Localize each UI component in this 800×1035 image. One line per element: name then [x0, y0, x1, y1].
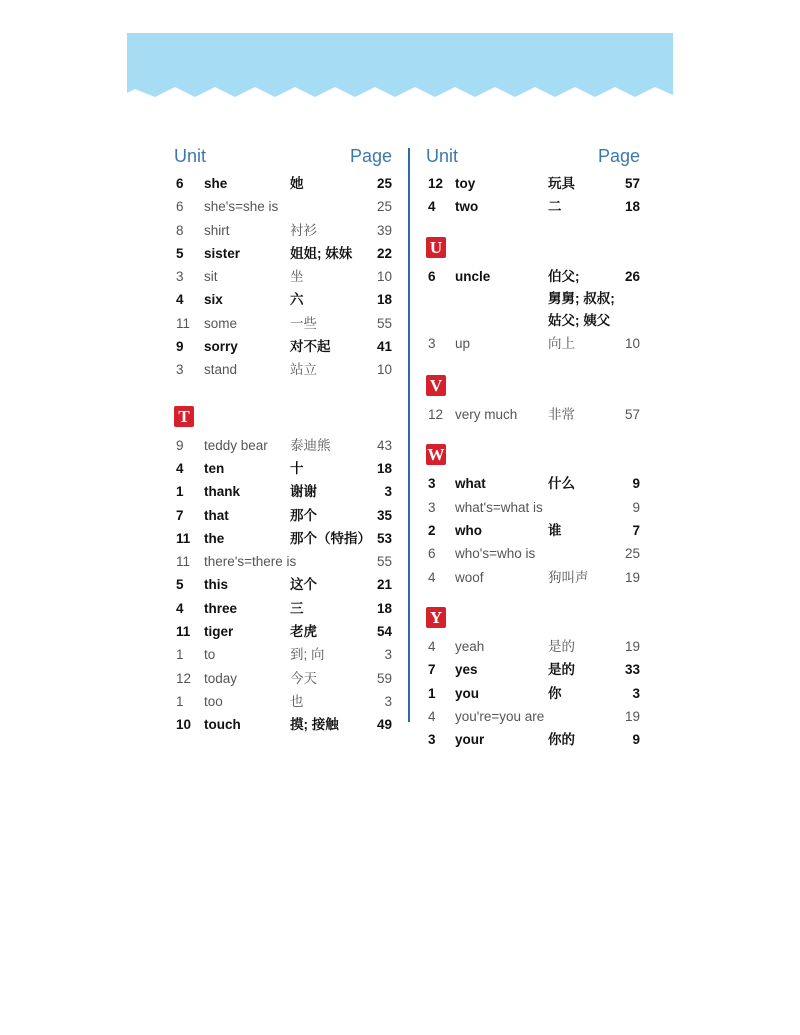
word-row — [174, 358, 392, 381]
unit-number: 3 — [428, 732, 436, 748]
word-row — [426, 705, 640, 728]
page-number: 10 — [376, 269, 392, 285]
unit-number: 11 — [176, 554, 191, 570]
page-header: Page — [597, 146, 640, 166]
word-chinese: 衬衫 — [290, 222, 317, 238]
word-chinese: 那个 — [290, 507, 317, 523]
unit-number: 11 — [176, 530, 191, 546]
word-chinese: 今天 — [290, 670, 317, 686]
unit-number: 9 — [176, 437, 184, 453]
word-english: touch — [204, 717, 241, 733]
word-list-v — [426, 403, 640, 426]
page-number: 18 — [376, 600, 392, 616]
word-english: that — [204, 507, 229, 523]
unit-number: 3 — [428, 335, 436, 351]
word-row — [174, 573, 392, 596]
page-number: 57 — [624, 407, 640, 423]
word-chinese: 姐姐; 妹妹 — [290, 245, 353, 261]
word-english: what's=what is — [455, 499, 543, 515]
word-english: to — [204, 647, 216, 663]
word-english: there's=there is — [204, 554, 297, 570]
word-chinese: 狗叫声 — [548, 569, 589, 585]
letter-heading-u — [426, 236, 640, 261]
page-number: 19 — [624, 569, 640, 585]
page-number: 55 — [376, 554, 392, 570]
word-row — [426, 332, 640, 355]
column-header — [174, 142, 392, 172]
word-chinese: 六 — [290, 292, 304, 308]
word-chinese: 你的 — [548, 732, 575, 748]
word-row — [426, 172, 640, 195]
word-row — [426, 496, 640, 519]
word-english: stand — [204, 362, 238, 378]
word-chinese: 非常 — [548, 407, 575, 423]
page-number: 22 — [376, 245, 392, 261]
word-english: too — [204, 693, 223, 709]
page-number: 35 — [376, 507, 392, 523]
page-number: 25 — [376, 176, 392, 191]
word-english: shirt — [204, 222, 230, 238]
unit-number: 12 — [428, 176, 444, 191]
word-english: two — [455, 199, 479, 215]
word-chinese: 谢谢 — [290, 484, 317, 500]
page-number: 54 — [376, 624, 392, 640]
page-number: 7 — [632, 523, 640, 539]
word-row — [426, 195, 640, 218]
letter-badge: V — [426, 375, 446, 396]
word-english: woof — [455, 569, 484, 585]
word-chinese: 三 — [290, 600, 304, 616]
unit-number: 4 — [428, 708, 436, 724]
left-column — [174, 142, 392, 737]
word-row — [174, 312, 392, 335]
word-row — [174, 434, 392, 457]
word-row — [174, 504, 392, 527]
page-number: 19 — [624, 708, 640, 724]
word-row — [426, 682, 640, 705]
word-english: who's=who is — [455, 546, 536, 562]
word-row — [174, 195, 392, 218]
page-number: 41 — [376, 339, 392, 355]
word-chinese: 也 — [290, 693, 304, 709]
word-row — [174, 597, 392, 620]
unit-number: 1 — [176, 484, 184, 500]
word-english: thank — [204, 484, 241, 500]
word-english: she — [204, 176, 228, 191]
letter-badge: Y — [426, 607, 446, 628]
word-chinese: 老虎 — [290, 624, 317, 640]
word-chinese: 十 — [290, 460, 304, 476]
page-number: 10 — [376, 362, 392, 378]
page-number: 3 — [384, 647, 392, 663]
word-chinese-continued: 舅舅; 叔叔; — [548, 290, 615, 306]
page-number: 25 — [376, 199, 392, 215]
word-row — [174, 480, 392, 503]
page-number: 3 — [632, 685, 640, 701]
unit-header: Unit — [426, 146, 459, 166]
word-english: toy — [455, 176, 476, 191]
word-chinese: 一些 — [290, 315, 317, 331]
page-number: 3 — [384, 484, 392, 500]
unit-number: 9 — [176, 339, 184, 355]
header-banner — [127, 33, 673, 105]
word-list-s — [174, 172, 392, 382]
word-row — [426, 403, 640, 426]
page-number: 18 — [376, 460, 392, 476]
word-chinese: 伯父; — [548, 268, 580, 284]
word-row — [174, 219, 392, 242]
unit-number: 10 — [176, 717, 192, 733]
page-number: 9 — [632, 499, 640, 515]
unit-number: 1 — [176, 647, 184, 663]
wave-banner-graphic — [127, 33, 673, 105]
word-row — [174, 457, 392, 480]
letter-heading-w — [426, 443, 640, 468]
unit-number: 6 — [428, 546, 436, 562]
word-row — [426, 519, 640, 542]
word-chinese: 你 — [548, 685, 562, 701]
page-number: 59 — [376, 670, 392, 686]
unit-number: 5 — [176, 245, 184, 261]
page-number: 57 — [624, 176, 640, 191]
unit-number: 4 — [176, 460, 184, 476]
unit-number: 6 — [428, 268, 436, 284]
word-chinese: 她 — [290, 176, 304, 191]
word-english: tiger — [204, 624, 234, 640]
word-row — [426, 728, 640, 751]
page-number: 18 — [376, 292, 392, 308]
word-chinese: 这个 — [290, 577, 317, 593]
word-row — [426, 542, 640, 565]
unit-number: 4 — [428, 638, 436, 654]
page-number: 53 — [376, 530, 392, 546]
word-list-y — [426, 635, 640, 751]
word-english: some — [204, 315, 238, 331]
word-english: your — [455, 732, 485, 748]
word-english: very much — [455, 407, 518, 423]
word-english: this — [204, 577, 229, 593]
unit-number: 4 — [428, 199, 436, 215]
unit-number: 12 — [428, 407, 444, 423]
word-english: who — [455, 523, 482, 539]
unit-number: 6 — [176, 199, 184, 215]
letter-heading-v — [426, 374, 640, 399]
word-row — [426, 472, 640, 495]
unit-number: 6 — [176, 176, 184, 191]
word-chinese: 坐 — [290, 269, 304, 285]
word-row — [174, 265, 392, 288]
word-chinese: 什么 — [548, 476, 575, 492]
unit-number: 11 — [176, 315, 191, 331]
word-english: she's=she is — [204, 199, 279, 215]
unit-header: Unit — [174, 146, 207, 166]
page-number: 18 — [624, 199, 640, 215]
unit-number: 12 — [176, 670, 192, 686]
page-number: 43 — [376, 437, 392, 453]
word-chinese: 泰迪熊 — [290, 437, 331, 453]
word-row — [174, 527, 392, 550]
unit-number: 3 — [428, 476, 436, 492]
word-english: the — [204, 530, 225, 546]
unit-number: 8 — [176, 222, 184, 238]
word-english: ten — [204, 460, 225, 476]
unit-number: 11 — [176, 624, 191, 640]
unit-number: 3 — [176, 362, 184, 378]
word-row — [426, 566, 640, 589]
word-chinese: 玩具 — [548, 176, 575, 191]
word-chinese-continued: 姑父; 姨父 — [548, 312, 611, 328]
word-english: today — [204, 670, 238, 686]
unit-number: 5 — [176, 577, 184, 593]
word-row — [174, 242, 392, 265]
word-english: six — [204, 292, 223, 308]
unit-number: 4 — [176, 600, 184, 616]
word-row — [174, 667, 392, 690]
word-chinese: 二 — [548, 199, 562, 215]
word-english: sorry — [204, 339, 238, 355]
word-row — [174, 713, 392, 736]
page-number: 49 — [376, 717, 392, 733]
word-row — [426, 265, 640, 288]
page-number: 39 — [376, 222, 392, 238]
word-list-u — [426, 332, 640, 355]
word-chinese: 向上 — [548, 335, 575, 351]
word-chinese: 是的 — [548, 638, 575, 654]
unit-number: 4 — [428, 569, 436, 585]
word-chinese: 谁 — [548, 523, 562, 539]
page-number: 21 — [376, 577, 392, 593]
letter-heading-y — [426, 606, 640, 631]
unit-number: 2 — [428, 523, 436, 539]
unit-number: 3 — [428, 499, 436, 515]
word-english: you're=you are — [455, 708, 545, 724]
page-number: 19 — [624, 638, 640, 654]
unit-number: 3 — [176, 269, 184, 285]
word-english: sister — [204, 245, 241, 261]
page-number: 9 — [632, 476, 640, 492]
unit-number: 7 — [428, 662, 436, 678]
word-row — [426, 658, 640, 681]
word-english: teddy bear — [204, 437, 268, 453]
word-chinese: 摸; 接触 — [290, 717, 339, 733]
word-english: up — [455, 335, 471, 351]
page-number: 25 — [624, 546, 640, 562]
word-row — [174, 620, 392, 643]
page-number: 3 — [384, 693, 392, 709]
word-row — [174, 335, 392, 358]
unit-number: 7 — [176, 507, 184, 523]
word-english: three — [204, 600, 238, 616]
right-column — [426, 142, 640, 751]
unit-number: 1 — [176, 693, 184, 709]
word-chinese: 对不起 — [290, 339, 331, 355]
letter-badge: W — [427, 445, 445, 465]
word-chinese: 站立 — [290, 362, 317, 378]
page-number: 26 — [624, 268, 640, 284]
word-chinese: 到; 向 — [290, 647, 325, 663]
word-row — [174, 550, 392, 573]
word-list-t — [174, 434, 392, 737]
letter-badge: T — [174, 406, 194, 427]
word-row — [174, 643, 392, 666]
column-header — [426, 142, 640, 172]
word-row — [174, 288, 392, 311]
page-number: 10 — [624, 335, 640, 351]
page-header: Page — [349, 146, 392, 166]
unit-number: 1 — [428, 685, 436, 701]
word-chinese: 那个（特指） — [290, 530, 371, 546]
word-english: yeah — [455, 638, 485, 654]
letter-heading-t — [174, 405, 392, 430]
word-row — [174, 172, 392, 195]
word-list-w — [426, 472, 640, 588]
word-chinese: 是的 — [548, 662, 575, 678]
word-list-t-continued — [426, 172, 640, 219]
letter-badge: U — [426, 237, 446, 258]
page-number: 55 — [376, 315, 392, 331]
word-english: sit — [204, 269, 218, 285]
word-row — [426, 635, 640, 658]
word-row — [174, 690, 392, 713]
column-divider — [408, 148, 410, 722]
word-english: what — [455, 476, 486, 492]
page-number: 9 — [632, 732, 640, 748]
unit-number: 4 — [176, 292, 184, 308]
word-english: yes — [455, 662, 478, 678]
word-english: uncle — [455, 268, 491, 284]
word-english: you — [455, 685, 480, 701]
page-number: 33 — [624, 662, 640, 678]
